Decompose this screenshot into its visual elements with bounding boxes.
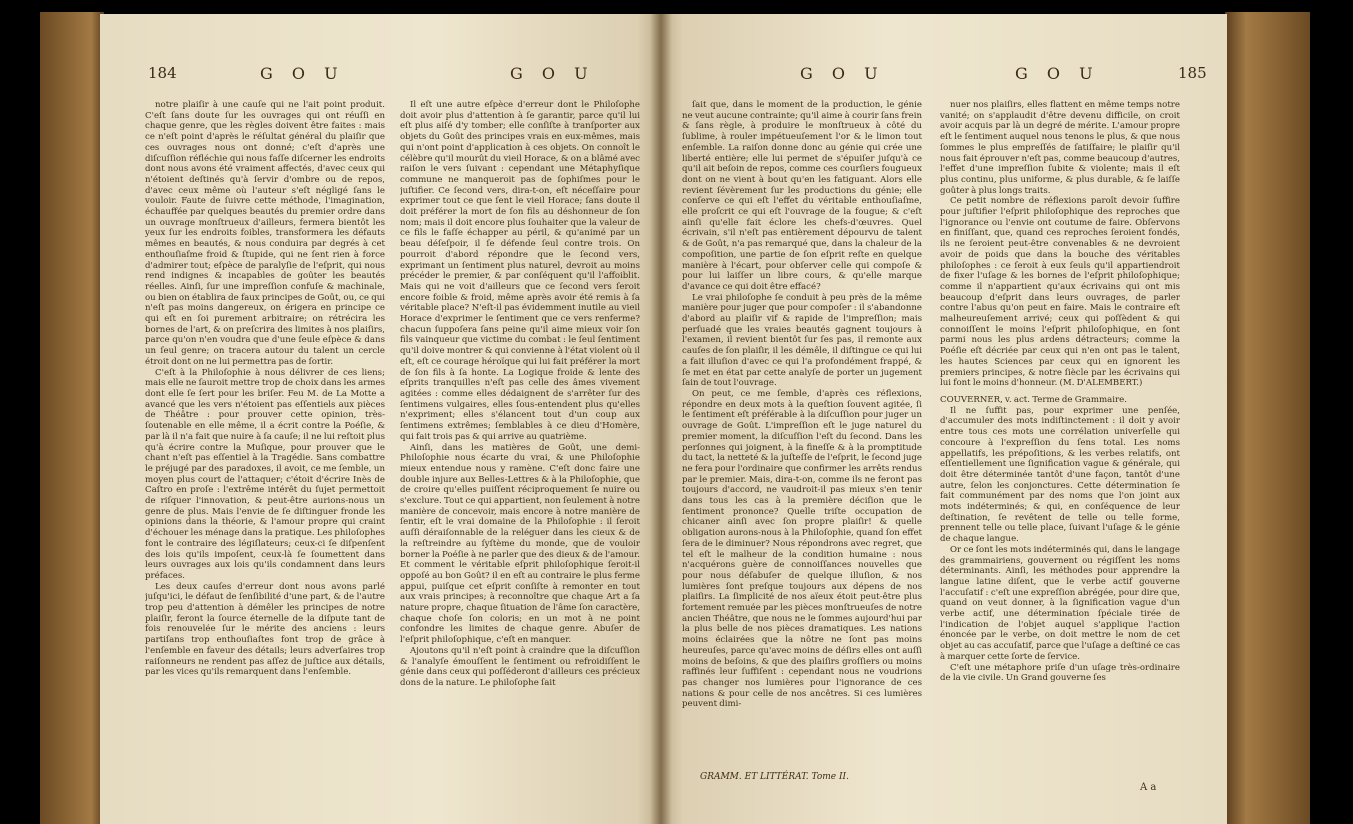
paragraph: notre plaiſir à une cauſe qui ne l'ait point produit. C'eſt ſans doute ſur les ouvrages qui ont réuſſi en chaque genre, que les règles doivent être faites : mais ce n'eſt point d'après le réſultat général du plaiſir que ces ouvrages nous ont donné; c'eſt d'après une diſcuſſion réfléchie qui nous faſſe diſcerner les endroits dont nous avons été vraiment affectés, d'avec ceux qui n'étoient deſtinés qu'à ſervir d'ombre ou de repos, d'avec ceux même où l'auteur s'eſt négligé ſans le vouloir. Faute de ſuivre cette méthode, l'imagination, échauffée par quelques beautés du premier ordre dans un ouvrage monſtrueux d'ailleurs, fermera bientôt les yeux ſur les endroits foibles, transformera les défauts mêmes en beautés, & nous conduira par degrés à cet enthouſiaſme froid & ſtupide, qui ne ſent rien à force d'admirer tout; eſpèce de paralyſie de l'eſprit, qui nous rend indignes & incapables de goûter les beautés réelles. Ainſi, ſur une impreſſion confuſe & machinale, ou bien on établira de faux principes de Goût, ou, ce qui n'eſt pas moins dangereux, on érigera en principe ce qui eſt en ſoi purement arbitraire; on rétrécira les bornes de l'art, & on preſcrira des limites à nos plaiſirs, parce qu'on n'en voudra que d'une ſeule eſpèce & dans un ſeul genre; on tracera autour du talent un cercle étroit dont on ne lui permettra pas de ſortir. [145,100,385,367]
right-page [660,14,1227,824]
page-number: 185 [1178,64,1207,82]
page-number: 184 [148,64,177,82]
paragraph: C'eſt une métaphore priſe d'un uſage très-ordinaire de la vie civile. Un Grand gouverne ſes [940,662,1180,684]
entry-heading: COUVERNER, v. act. Terme de Grammaire. [940,394,1127,405]
running-head-right: G O U [510,64,595,83]
paragraph: On peut, ce me ſemble, d'après ces réflexions, répondre en deux mots à la queſtion ſouvent agitée, ſi le ſentiment eſt préférable à la diſcuſſion pour juger un ouvrage de Goût. L'impreſſion eſt le juge naturel du premier moment, la diſcuſſion l'eſt du ſecond. Dans les perſonnes qui joignent, à la fineſſe & à la promptitude du tact, la netteté & la juſteſſe de l'eſprit, le ſecond juge ne fera pour l'ordinaire que confirmer les arrêts rendus par le premier. Mais, dira-t-on, comme ils ne feront pas toujours d'accord, ne vaudroit-il pas mieux s'en tenir dans tous les cas à la première déciſion que le ſentiment prononce? Quelle triſte occupation de chicaner ainſi avec ſon propre plaiſir! & quelle obligation aurons-nous à la Philoſophie, quand ſon effet ſera de le diminuer? Nous répondrons avec regret, que tel eſt le malheur de la condition humaine : nous n'acquérons guère de connoiſſances nouvelles que pour nous déſabuſer de quelque illuſion, & nos lumières ſont preſque toujours aux dépens de nos plaiſirs. La ſimplicité de nos aïeux étoit peut-être plus fortement remuée par les pièces monſtrueuſes de notre ancien Théâtre, que nous ne le ſommes aujourd'hui par la plus belle de nos pièces dramatiques. Les nations moins éclairées que la nôtre ne ſont pas moins heureuſes, parce qu'avec moins de déſirs elles ont auſſi moins de beſoins, & que des plaiſirs groſſiers ou moins raffinés leur ſuffiſent : cependant nous ne voudrions pas changer nos lumières pour l'ignorance de ces nations & pour celle de nos ancêtres. Si ces lumières peuvent dimi- [682,388,922,710]
right-page-column-2 [940,100,1180,768]
running-head-right: G O U [1015,64,1100,83]
paragraph: ſait que, dans le moment de la production, le génie ne veut aucune contrainte; qu'il aime à courir ſans frein & ſans règle, à produire le monſtrueux à côté du ſublime, à rouler impétueuſement l'or & le limon tout enſemble. La raiſon donne donc au génie qui crée une liberté entière; elle lui permet de s'épuiſer juſqu'à ce qu'il ait beſoin de repos, comme ces courſiers fougueux dont on ne vient à bout qu'en les fatiguant. Alors elle revient ſévèrement ſur les productions du génie; elle conſerve ce qui eſt l'effet du véritable enthouſiaſme, elle proſcrit ce qui eſt l'ouvrage de la fougue; & c'eſt ainſi qu'elle fait éclore les chefs-d'œuvres. Quel écrivain, s'il n'eſt pas entièrement dépourvu de talent & de Goût, n'a pas remarqué que, dans la chaleur de la compoſition, une partie de ſon eſprit reſte en quelque manière à l'écart, pour obſerver celle qui compoſe & pour lui laiſſer un libre cours, & qu'elle marque d'avance ce qui doit être effacé? [682,100,922,292]
right-cover-board [1225,12,1310,824]
paragraph: Ainſi, dans les matières de Goût, une demi-Philoſophie nous écarte du vrai, & une Philoſophie mieux entendue nous y ramène. C'eſt donc faire une double injure aux Belles-Lettres & à la Philoſophie, que de croire qu'elles puiſſent réciproquement ſe nuire ou s'exclure. Tout ce qui appartient, non ſeulement à notre manière de concevoir, mais encore à notre manière de ſentir, eſt le vrai domaine de la Philoſophie : il ſeroit auſſi déraiſonnable de la reléguer dans les cieux & de la reſtreindre au ſyſtème du monde, que de vouloir borner la Poéſie à ne parler que des dieux & de l'amour. Et comment le véritable eſprit philoſophique ſeroit-il oppoſé au bon Goût? il en eſt au contraire le plus ferme appui, puiſque cet eſprit conſiſte à remonter en tout aux vrais principes; à reconnoître que chaque Art a ſa nature propre, chaque ſituation de l'âme ſon caractère, chaque choſe ſon coloris; en un mot à ne point confondre les limites de chaque genre. Abuſer de l'eſprit philoſophique, c'eſt en manquer. [400,442,640,646]
paragraph: Le vrai philoſophe ſe conduit à peu près de la même manière pour juger que pour compoſer : il s'abandonne d'abord au plaiſir vif & rapide de l'impreſſion; mais perſuadé que les vraies beautés gagnent toujours à l'examen, il revient bientôt ſur ſes pas, il remonte aux cauſes de ſon plaiſir, il les démêle, il diſtingue ce qui lui a fait illuſion d'avec ce qui l'a profondément frappé, & ſe met en état par cette analyſe de porter un jugement ſain de tout l'ouvrage. [682,292,922,389]
paragraph: Il ne ſuffit pas, pour exprimer une penſée, d'accumuler des mots indiſtinctement : il doit y avoir entre tous ces mots une corrélation univerſelle qui concoure à l'expreſſion du ſens total. Les noms appellatifs, les prépoſitions, & les verbes relatifs, ont eſſentiellement une ſignification vague & générale, qui doit être déterminée tantôt d'une façon, tantôt d'une autre, ſelon les conjonctures. Cette détermination ſe fait communément par des noms que l'on joint aux mots indéterminés; & qui, en conſéquence de leur deſtination, ſe revêtent de telle ou telle forme, prennent telle ou telle place, ſuivant l'uſage & le génie de chaque langue. [940,405,1180,545]
left-page-column-2 [400,100,640,750]
paragraph: nuer nos plaiſirs, elles flattent en même temps notre vanité; on s'applaudit d'être devenu difficile, on croit avoir acquis par là un degré de mérite. L'amour propre eſt le ſentiment auquel nous tenons le plus, & que nous ſommes le plus empreſſés de ſatiſfaire; le plaiſir qu'il nous fait éprouver n'eſt pas, comme beaucoup d'autres, l'effet d'une impreſſion ſubite & violente; mais il eſt plus continu, plus uniforme, & plus durable, & ſe laiſſe goûter à plus longs traits. [940,100,1180,196]
paragraph: Ajoutons qu'il n'eſt point à craindre que la diſcuſſion & l'analyſe émouſſent le ſentiment ou refroidiſſent le génie dans ceux qui poſſéderont d'ailleurs ces précieux dons de la nature. Le philoſophe ſait [400,645,640,688]
signature-mark: A a [1140,782,1157,793]
left-cover-board [40,12,104,824]
right-page-column-1 [682,100,922,768]
paragraph: Or ce ſont les mots indéterminés qui, dans le langage des grammairiens, gouvernent ou régiſſent les noms déterminants. Ainſi, les méthodes pour apprendre la langue latine diſent, que le verbe actif gouverne l'accuſatif : c'eſt une expreſſion abrégée, pour dire que, quand on veut donner, à la ſignification vague d'un verbe actif, une détermination ſpéciale tirée de l'indication de l'objet auquel s'applique l'action énoncée par le verbe, on doit mettre le nom de cet objet au cas accuſatif, parce que l'uſage a deſtiné ce cas à marquer cette ſorte de ſervice. [940,544,1180,662]
book-gutter [650,14,672,824]
page-footer: GRAMM. ET LITTÉRAT. Tome II. [700,772,849,782]
paragraph: Ce petit nombre de réflexions paroît devoir ſuffire pour juſtifier l'eſprit philoſophique des reproches que l'ignorance ou l'envie ont coutume de faire. Obſervons en finiſſant, que, quand ces reproches ſeroient fondés, ils ne ſeroient peut-être convenables & ne devroient avoir de poids que dans la bouche des véritables philoſophes : ce ſeroit à eux ſeuls qu'il appartiendroit de fixer l'uſage & les bornes de l'eſprit philoſophique; comme il n'appartient qu'aux écrivains qui ont mis beaucoup d'eſprit dans leurs ouvrages, de parler contre l'abus qu'on peut en faire. Mais le contraire eſt malheureuſement arrivé; ceux qui poſſèdent & qui connoiſſent le moins l'eſprit philoſophique, en ſont parmi nous les plus ardens détracteurs; comme la Poéſie eſt décriée par ceux qui n'en ont pas le talent, les hautes Sciences par ceux qui en ignorent les premiers principes, & notre ſiècle par les écrivains qui lui font le moins d'honneur. (M. D'ALEMBERT.) [940,196,1180,389]
paragraph: Les deux cauſes d'erreur dont nous avons parlé juſqu'ici, le défaut de ſenſibilité d'une part, & de l'autre trop peu d'attention à démêler les principes de notre plaiſir, feront la ſource éternelle de la diſpute tant de fois renouvelée ſur le mérite des anciens : leurs partiſans trop enthouſiaſtes font trop de grâce à l'enſemble en faveur des détails; leurs adverſaires trop raiſonneurs ne rendent pas aſſez de juſtice aux détails, par les vices qu'ils remarquent dans l'enſemble. [145,581,385,678]
left-page-column-1 [145,100,385,750]
left-page [100,14,660,824]
paragraph: C'eſt à la Philoſophie à nous délivrer de ces liens; mais elle ne ſauroit mettre trop de choix dans les armes dont elle ſe ſert pour les briſer. Feu M. de La Motte a avancé que les vers n'étoient pas eſſentiels aux pièces de Théâtre : pour prouver cette opinion, très-ſoutenable en elle même, il a écrit contre la Poéſie, & par là il n'a fait que nuire à ſa cauſe; il ne lui reſtoit plus qu'à écrire contre la Muſique, pour prouver que le chant n'eſt pas eſſentiel à la Tragédie. Sans combattre le préjugé par des paradoxes, il avoit, ce me ſemble, un moyen plus court de l'attaquer; c'étoit d'écrire Inès de Caſtro en proſe : l'extrême intérêt du ſujet permettoit de riſquer l'innovation, & peut-être aurions-nous un genre de plus. Mais l'envie de ſe diſtinguer fronde les opinions dans la théorie, & l'amour propre qui craint d'échouer les ménage dans la pratique. Les philoſophes font le contraire des légiſlateurs; ceux-ci ſe diſpenſent des lois qu'ils impoſent, ceux-là ſe ſoumettent dans leurs ouvrages aux lois qu'ils condamnent dans leurs préfaces. [145,367,385,581]
running-head-left: G O U [800,64,885,83]
running-head-left: G O U [260,64,345,83]
paragraph: Il eſt une autre eſpèce d'erreur dont le Philoſophe doit avoir plus d'attention à ſe garantir, parce qu'il lui eſt plus aiſé d'y tomber; elle conſiſte à tranſporter aux objets du Goût des principes vrais en eux-mêmes, mais qui n'ont point d'application à ces objets. On connoît le célèbre qu'il mourût du vieil Horace, & on a blâmé avec raiſon le vers ſuivant : cependant une Métaphyſique commune ne manqueroit pas de ſophiſmes pour le juſtifier. Ce ſecond vers, dira-t-on, eſt néceſſaire pour exprimer tout ce que ſent le vieil Horace; ſans doute il doit préférer la mort de ſon fils au déshonneur de ſon nom; mais il doit encore plus ſouhaiter que la valeur de ce fils le faſſe échapper au péril, & qu'animé par un beau déſeſpoir, il ſe défende ſeul contre trois. On pourroit d'abord répondre que le ſecond vers, exprimant un ſentiment plus naturel, devroit au moins précéder le premier, & par conſéquent qu'il l'affoiblit. Mais qui ne voit d'ailleurs que ce ſecond vers ſeroit encore foible & froid, même après avoir été remis à ſa véritable place? N'eſt-il pas évidemment inutile au vieil Horace d'exprimer le ſentiment que ce vers renferme? chacun ſuppoſera ſans peine qu'il aime mieux voir ſon fils vainqueur que victime du combat : le ſeul ſentiment qu'il doive montrer & qui convienne à l'état violent où il eſt, eſt ce courage héroïque qui lui fait préférer la mort de ſon fils à ſa honte. La Logique froide & lente des eſprits tranquilles n'eſt pas celle des âmes vivement agitées : comme elles dédaignent de s'arrêter ſur des ſentimens vulgaires, elles ſous-entendent plus qu'elles n'expriment; elles s'élancent tout d'un coup aux ſentimens extrêmes; ſemblables à ce dieu d'Homère, qui fait trois pas & qui arrive au quatrième. [400,100,640,442]
